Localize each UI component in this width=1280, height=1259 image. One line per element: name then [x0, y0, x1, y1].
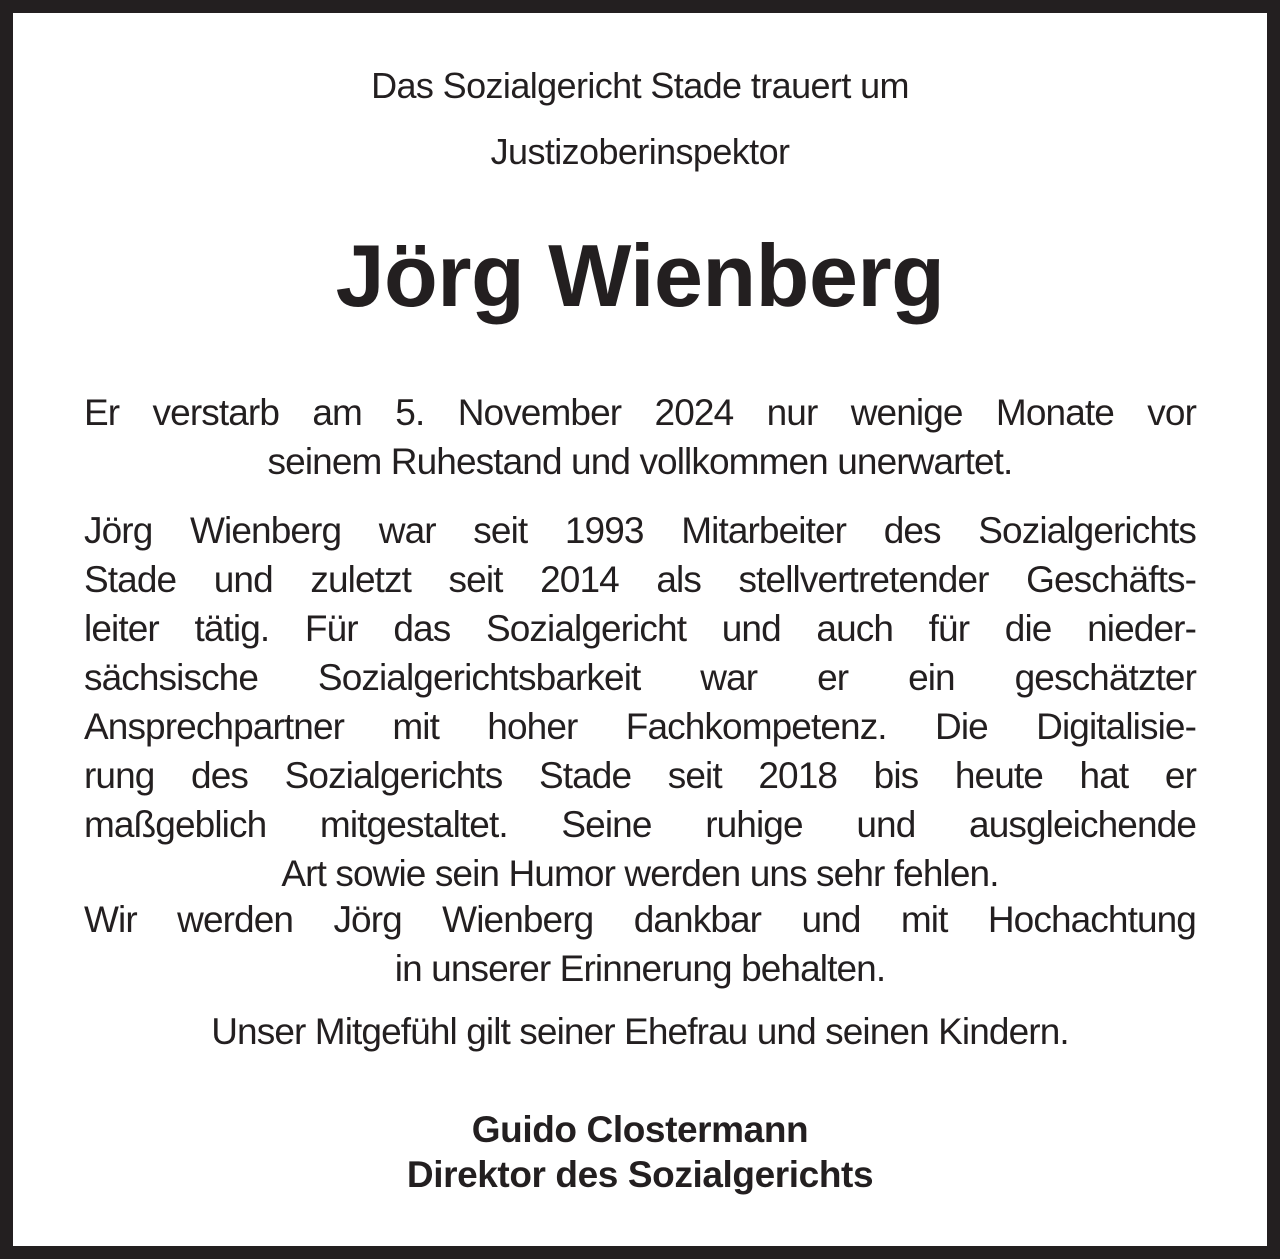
- paragraph-condolences: [84, 1007, 1196, 1056]
- text-line: Art sowie sein Humor werden uns sehr fehlen.: [281, 853, 999, 894]
- text-line: leiter tätig. Für das Sozialgericht und auch für die nieder-: [84, 608, 1196, 649]
- paragraph-career: [84, 506, 1196, 898]
- text-line: seinem Ruhestand und vollkommen unerwartet.: [267, 441, 1013, 482]
- text-line: in unserer Erinnerung behalten.: [394, 948, 886, 989]
- signature-name: Guido Clostermann: [471, 1109, 809, 1150]
- text-line: Wir werden Jörg Wienberg dankbar und mit Hochachtung: [84, 899, 1196, 940]
- text-line: Stade und zuletzt seit 2014 als stellvertretender Geschäfts-: [84, 559, 1196, 600]
- paragraph-remembrance: [84, 895, 1196, 993]
- obituary-notice: [13, 13, 1267, 1246]
- job-title: Justizoberinspektor: [490, 131, 790, 172]
- intro-line: Das Sozialgericht Stade trauert um: [371, 65, 909, 106]
- text-line: rung des Sozialgerichts Stade seit 2018 bis heute hat er: [84, 755, 1196, 796]
- text-line: Jörg Wienberg war seit 1993 Mitarbeiter des Sozialgerichts: [84, 510, 1196, 551]
- text-line: maßgeblich mitgestaltet. Seine ruhige und ausgleichende: [84, 804, 1196, 845]
- text-line: Er verstarb am 5. November 2024 nur wenige Monate vor: [84, 392, 1196, 433]
- deceased-name-heading: Jörg Wienberg: [335, 226, 945, 325]
- paragraph-death-announcement: [84, 388, 1196, 486]
- text-line: Ansprechpartner mit hoher Fachkompetenz. Die Digitalisie-: [84, 706, 1196, 747]
- text-line: sächsische Sozialgerichtsbarkeit war er ein geschätzter: [84, 657, 1196, 698]
- signature-title: Direktor des Sozialgerichts: [406, 1154, 874, 1195]
- text-line: Unser Mitgefühl gilt seiner Ehefrau und seinen Kindern.: [211, 1011, 1069, 1052]
